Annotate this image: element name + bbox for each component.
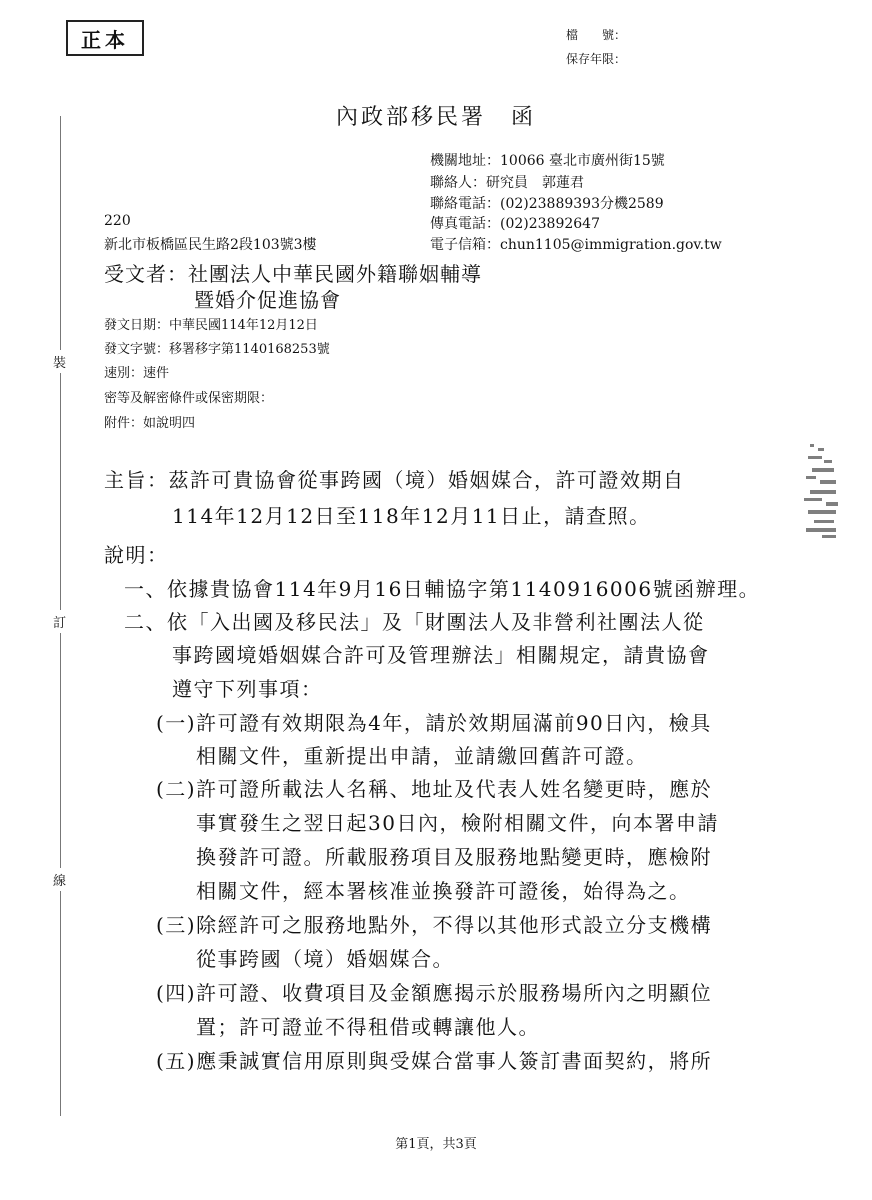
explanation-line: 二、依「入出國及移民法」及「財團法人及非營利社團法人從 — [124, 610, 705, 634]
scan-artifact-mark — [800, 440, 844, 540]
file-number-label: 檔 號： — [566, 28, 627, 42]
delivery-speed: 速別：速件 — [104, 366, 170, 381]
recipient-street-address: 新北市板橋區民生路2段103號3樓 — [104, 237, 317, 253]
explanation-line: 一、依據貴協會114年9月16日輔協字第1140916006號函辦理。 — [124, 577, 761, 601]
explanation-line: 遵守下列事項： — [172, 677, 323, 701]
sender-fax: 傳真電話：(02)23892647 — [430, 216, 600, 232]
issue-date: 發文日期：中華民國114年12月12日 — [104, 318, 318, 333]
reference-number: 發文字號：移署移字第1140168253號 — [104, 342, 330, 357]
explanation-heading: 說明： — [104, 543, 169, 567]
explanation-line: 相關文件，重新提出申請，並請繳回舊許可證。 — [196, 744, 648, 768]
binding-mark-xian: 線 — [53, 868, 66, 891]
sender-phone: 聯絡電話：(02)23889393分機2589 — [430, 196, 664, 212]
page-footer: 第1頁，共3頁 — [395, 1137, 477, 1152]
binding-mark-ding: 訂 — [53, 610, 66, 633]
explanation-line: 事實發生之翌日起30日內，檢附相關文件，向本署申請 — [196, 811, 719, 835]
sender-address: 機關地址：10066 臺北市廣州街15號 — [430, 153, 665, 169]
recipient-line-1: 受文者：社團法人中華民國外籍聯姻輔導 — [104, 262, 482, 286]
attachment-note: 附件：如說明四 — [104, 416, 196, 431]
binding-mark-zhuang: 裝 — [53, 350, 66, 373]
document-title: 內政部移民署 函 — [335, 105, 536, 130]
secrecy-level: 密等及解密條件或保密期限： — [104, 391, 274, 406]
sender-email: 電子信箱：chun1105@immigration.gov.tw — [430, 237, 722, 253]
explanation-line: (二)許可證所載法人名稱、地址及代表人姓名變更時，應於 — [156, 777, 713, 801]
sender-contact: 聯絡人：研究員 郭蓮君 — [430, 175, 584, 191]
recipient-postal-code: 220 — [104, 213, 131, 229]
recipient-line-2: 暨婚介促進協會 — [194, 288, 341, 312]
explanation-line: (三)除經許可之服務地點外，不得以其他形式設立分支機構 — [156, 913, 713, 937]
explanation-line: (一)許可證有效期限為4年，請於效期屆滿前90日內，檢具 — [156, 711, 712, 735]
retention-period-label: 保存年限： — [566, 52, 627, 66]
explanation-line: (四)許可證、收費項目及金額應揭示於服務場所內之明顯位 — [156, 981, 713, 1005]
explanation-line: 置；許可證並不得租借或轉讓他人。 — [196, 1015, 540, 1039]
explanation-line: 事跨國境婚姻媒合許可及管理辦法」相關規定，請貴協會 — [172, 643, 710, 667]
explanation-line: 從事跨國（境）婚姻媒合。 — [196, 947, 454, 971]
explanation-line: (五)應秉誠實信用原則與受媒合當事人簽訂書面契約，將所 — [156, 1049, 713, 1073]
explanation-line: 換發許可證。所載服務項目及服務地點變更時，應檢附 — [196, 845, 712, 869]
explanation-line: 相關文件，經本署核准並換發許可證後，始得為之。 — [196, 879, 691, 903]
subject-line-1: 主旨：茲許可貴協會從事跨國（境）婚姻媒合，許可證效期自 — [104, 468, 685, 492]
subject-line-2: 114年12月12日至118年12月11日止，請查照。 — [172, 504, 651, 528]
copy-stamp: 正本 — [66, 20, 144, 56]
